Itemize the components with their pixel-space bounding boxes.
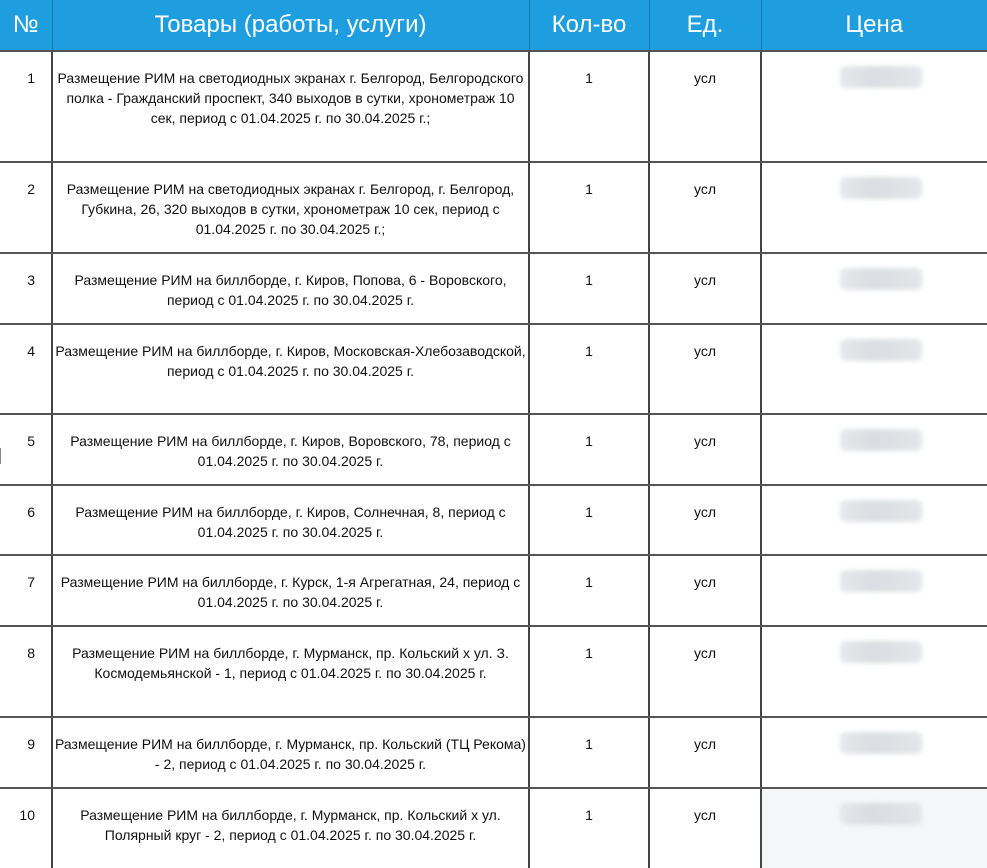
item-name-cell[interactable]: Размещение РИМ на светодиодных экранах г. Белгород, г. Белгород, Губкина, 26, 320 выходов в сутки, хронометраж 10 сек, период с 01.04.2025 г. по 30.04.2025 г.; <box>52 162 529 253</box>
table-row <box>0 253 987 324</box>
price-cell[interactable] <box>761 788 987 868</box>
unit-cell[interactable]: усл <box>649 626 761 717</box>
quantity-cell[interactable]: 1 <box>529 414 649 485</box>
table-row <box>0 414 987 485</box>
unit-cell[interactable]: усл <box>649 555 761 626</box>
row-number-cell[interactable]: 4 <box>0 324 52 414</box>
unit-cell[interactable]: усл <box>649 324 761 414</box>
unit-cell[interactable]: усл <box>649 788 761 868</box>
unit-cell[interactable]: усл <box>649 414 761 485</box>
quantity-cell[interactable]: 1 <box>529 324 649 414</box>
price-cell[interactable] <box>761 162 987 253</box>
redacted-price <box>840 641 922 663</box>
row-number-cell[interactable]: 9 <box>0 717 52 788</box>
table-row <box>0 51 987 162</box>
price-cell[interactable] <box>761 485 987 555</box>
row-number-cell[interactable]: 3 <box>0 253 52 324</box>
row-number-cell[interactable]: 2 <box>0 162 52 253</box>
redacted-price <box>840 500 922 522</box>
price-cell[interactable] <box>761 414 987 485</box>
unit-cell[interactable]: усл <box>649 162 761 253</box>
quantity-cell[interactable]: 1 <box>529 717 649 788</box>
redacted-price <box>840 803 922 825</box>
redacted-price <box>840 429 922 451</box>
redacted-price <box>840 339 922 361</box>
item-name-cell[interactable]: Размещение РИМ на биллборде, г. Курск, 1-я Агрегатная, 24, период с 01.04.2025 г. по 30.04.2025 г. <box>52 555 529 626</box>
row-number-cell[interactable]: 8 <box>0 626 52 717</box>
table-row <box>0 485 987 555</box>
row-number-cell[interactable]: 10 <box>0 788 52 868</box>
table-row <box>0 162 987 253</box>
row-number-cell[interactable]: 7 <box>0 555 52 626</box>
table-header-row <box>0 0 987 51</box>
row-number-cell[interactable]: 5 <box>0 414 52 485</box>
quantity-cell[interactable]: 1 <box>529 485 649 555</box>
table-row <box>0 717 987 788</box>
price-cell[interactable] <box>761 51 987 162</box>
table-row <box>0 324 987 414</box>
item-name-cell[interactable]: Размещение РИМ на биллборде, г. Мурманск, пр. Кольский х ул. Полярный круг - 2, период с 01.04.2025 г. по 30.04.2025 г. <box>52 788 529 868</box>
item-name-cell[interactable]: Размещение РИМ на биллборде, г. Киров, Попова, 6 - Воровского, период с 01.04.2025 г. по 30.04.2025 г. <box>52 253 529 324</box>
column-header-unit[interactable]: Ед. <box>649 0 761 51</box>
redacted-price <box>840 177 922 199</box>
item-name-cell[interactable]: Размещение РИМ на биллборде, г. Мурманск, пр. Кольский (ТЦ Рекома) - 2, период с 01.04.2025 г. по 30.04.2025 г. <box>52 717 529 788</box>
item-name-cell[interactable]: Размещение РИМ на биллборде, г. Киров, Московская-Хлебозаводской, период с 01.04.2025 г. по 30.04.2025 г. <box>52 324 529 414</box>
price-cell[interactable] <box>761 717 987 788</box>
column-header-price[interactable]: Цена <box>761 0 987 51</box>
quantity-cell[interactable]: 1 <box>529 788 649 868</box>
table-row <box>0 555 987 626</box>
row-number-cell[interactable]: 6 <box>0 485 52 555</box>
item-name-cell[interactable]: Размещение РИМ на биллборде, г. Киров, Солнечная, 8, период с 01.04.2025 г. по 30.04.2025 г. <box>52 485 529 555</box>
item-name-cell[interactable]: Размещение РИМ на биллборде, г. Мурманск, пр. Кольский х ул. З. Космодемьянской - 1, период с 01.04.2025 г. по 30.04.2025 г. <box>52 626 529 717</box>
quantity-cell[interactable]: 1 <box>529 51 649 162</box>
unit-cell[interactable]: усл <box>649 253 761 324</box>
quantity-cell[interactable]: 1 <box>529 626 649 717</box>
row-number-cell[interactable]: 1 <box>0 51 52 162</box>
price-cell[interactable] <box>761 555 987 626</box>
price-cell[interactable] <box>761 324 987 414</box>
redacted-price <box>840 268 922 290</box>
left-edge-marker <box>0 448 3 464</box>
table-row <box>0 788 987 868</box>
redacted-price <box>840 570 922 592</box>
quantity-cell[interactable]: 1 <box>529 253 649 324</box>
column-header-qty[interactable]: Кол-во <box>529 0 649 51</box>
unit-cell[interactable]: усл <box>649 485 761 555</box>
price-cell[interactable] <box>761 253 987 324</box>
column-header-name[interactable]: Товары (работы, услуги) <box>52 0 529 51</box>
unit-cell[interactable]: усл <box>649 717 761 788</box>
redacted-price <box>840 66 922 88</box>
quantity-cell[interactable]: 1 <box>529 162 649 253</box>
table-row <box>0 626 987 717</box>
redacted-price <box>840 732 922 754</box>
item-name-cell[interactable]: Размещение РИМ на светодиодных экранах г. Белгород, Белгородского полка - Гражданский проспект, 340 выходов в сутки, хронометраж 10 сек, период с 01.04.2025 г. по 30.04.2025 г.; <box>52 51 529 162</box>
quantity-cell[interactable]: 1 <box>529 555 649 626</box>
item-name-cell[interactable]: Размещение РИМ на биллборде, г. Киров, Воровского, 78, период с 01.04.2025 г. по 30.04.2025 г. <box>52 414 529 485</box>
price-cell[interactable] <box>761 626 987 717</box>
column-header-num[interactable]: № <box>0 0 52 51</box>
unit-cell[interactable]: усл <box>649 51 761 162</box>
